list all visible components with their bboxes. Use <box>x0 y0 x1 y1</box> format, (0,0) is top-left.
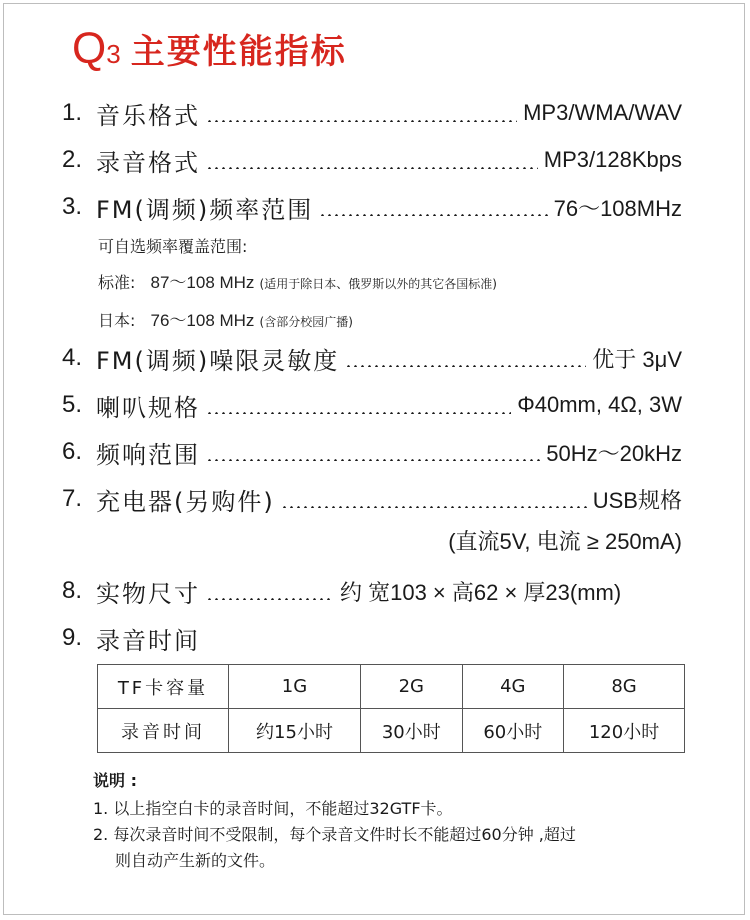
fm-sub-standard <box>98 268 497 293</box>
spec-label: 实物尺寸 <box>96 579 200 608</box>
fm-japan-note: (含部分校园广播) <box>259 315 353 329</box>
spec-label: 充电器(另购件) <box>96 487 275 516</box>
table-cell: 录音时间 <box>98 709 229 753</box>
table-cell: 120小时 <box>564 709 685 753</box>
fm-sub-japan <box>98 306 353 331</box>
spec-label: 音乐格式 <box>96 101 200 130</box>
notes-section <box>93 768 576 874</box>
note-item-2-continued: 则自动产生新的文件。 <box>115 851 276 870</box>
title-q: Q <box>72 24 107 73</box>
note-item-1: 1. 以上指空白卡的录音时间，不能超过32GTF卡。 <box>93 799 453 818</box>
spec-value: 约 宽103 × 高62 × 厚23(mm) <box>340 579 622 605</box>
record-time-table <box>97 664 685 753</box>
spec-value: 50Hz～20kHz <box>546 440 682 466</box>
fm-japan-value: 76～108 MHz <box>150 311 255 330</box>
table-row <box>98 709 685 753</box>
fm-standard-value: 87～108 MHz <box>150 273 255 292</box>
spec-index: 7. <box>62 485 83 512</box>
spec-value: Φ40mm, 4Ω, 3W <box>517 392 682 417</box>
spec-label: FM(调频)噪限灵敏度 <box>96 346 340 375</box>
leader-dots <box>206 412 511 414</box>
leader-dots <box>206 598 334 600</box>
spec-row-speaker <box>62 385 682 425</box>
spec-value: 76～108MHz <box>553 195 682 221</box>
table-cell: 1G <box>229 665 361 709</box>
spec-value: MP3/WMA/WAV <box>523 100 682 125</box>
spec-value: USB规格 <box>592 487 682 513</box>
leader-dots <box>206 459 540 461</box>
table-cell: 8G <box>564 665 685 709</box>
spec-index: 6. <box>62 438 83 465</box>
table-cell: 60小时 <box>462 709 564 753</box>
charger-note: (直流5V, 电流 ≥ 250mA) <box>448 529 682 554</box>
leader-dots <box>319 214 547 216</box>
table-cell: 约15小时 <box>229 709 361 753</box>
spec-row-charger <box>62 479 682 519</box>
spec-index: 3. <box>62 193 83 220</box>
note-item-2: 2. 每次录音时间不受限制，每个录音文件时长不能超过60分钟 ,超过 <box>93 825 576 844</box>
section-title <box>72 24 347 74</box>
leader-dots <box>281 506 587 508</box>
title-number: 3 <box>106 39 121 69</box>
spec-value: 优于 3μV <box>592 346 682 372</box>
table-cell: TF卡容量 <box>98 665 229 709</box>
spec-value: MP3/128Kbps <box>543 147 682 172</box>
title-text: 主要性能指标 <box>130 32 347 72</box>
leader-dots <box>206 167 538 169</box>
spec-row-record-time <box>62 618 682 658</box>
leader-dots <box>206 120 517 122</box>
fm-standard-label: 标准: <box>98 273 136 292</box>
fm-japan-label: 日本: <box>98 311 136 330</box>
spec-index: 8. <box>62 577 83 604</box>
spec-index: 1. <box>62 99 83 126</box>
spec-row-fm-range <box>62 187 682 227</box>
spec-row-dimensions <box>62 571 682 611</box>
leader-dots <box>345 365 586 367</box>
notes-title: 说明 : <box>93 771 137 790</box>
spec-row-music-format <box>62 93 682 133</box>
spec-index: 9. <box>62 624 83 651</box>
spec-label: 录音格式 <box>96 148 200 177</box>
spec-label: FM(调频)频率范围 <box>96 195 314 224</box>
spec-index: 5. <box>62 391 83 418</box>
spec-row-record-format <box>62 140 682 180</box>
spec-label: 录音时间 <box>96 626 200 655</box>
spec-label: 喇叭规格 <box>96 393 200 422</box>
fm-sub-heading: 可自选频率覆盖范围: <box>98 237 248 256</box>
fm-standard-note: (适用于除日本、俄罗斯以外的其它各国标准) <box>259 277 497 291</box>
table-cell: 4G <box>462 665 564 709</box>
spec-row-frequency-response <box>62 432 682 472</box>
table-row <box>98 665 685 709</box>
spec-row-fm-sensitivity <box>62 338 682 378</box>
table-cell: 30小时 <box>361 709 463 753</box>
spec-label: 频响范围 <box>96 440 200 469</box>
spec-index: 2. <box>62 146 83 173</box>
table-cell: 2G <box>361 665 463 709</box>
spec-index: 4. <box>62 344 83 371</box>
